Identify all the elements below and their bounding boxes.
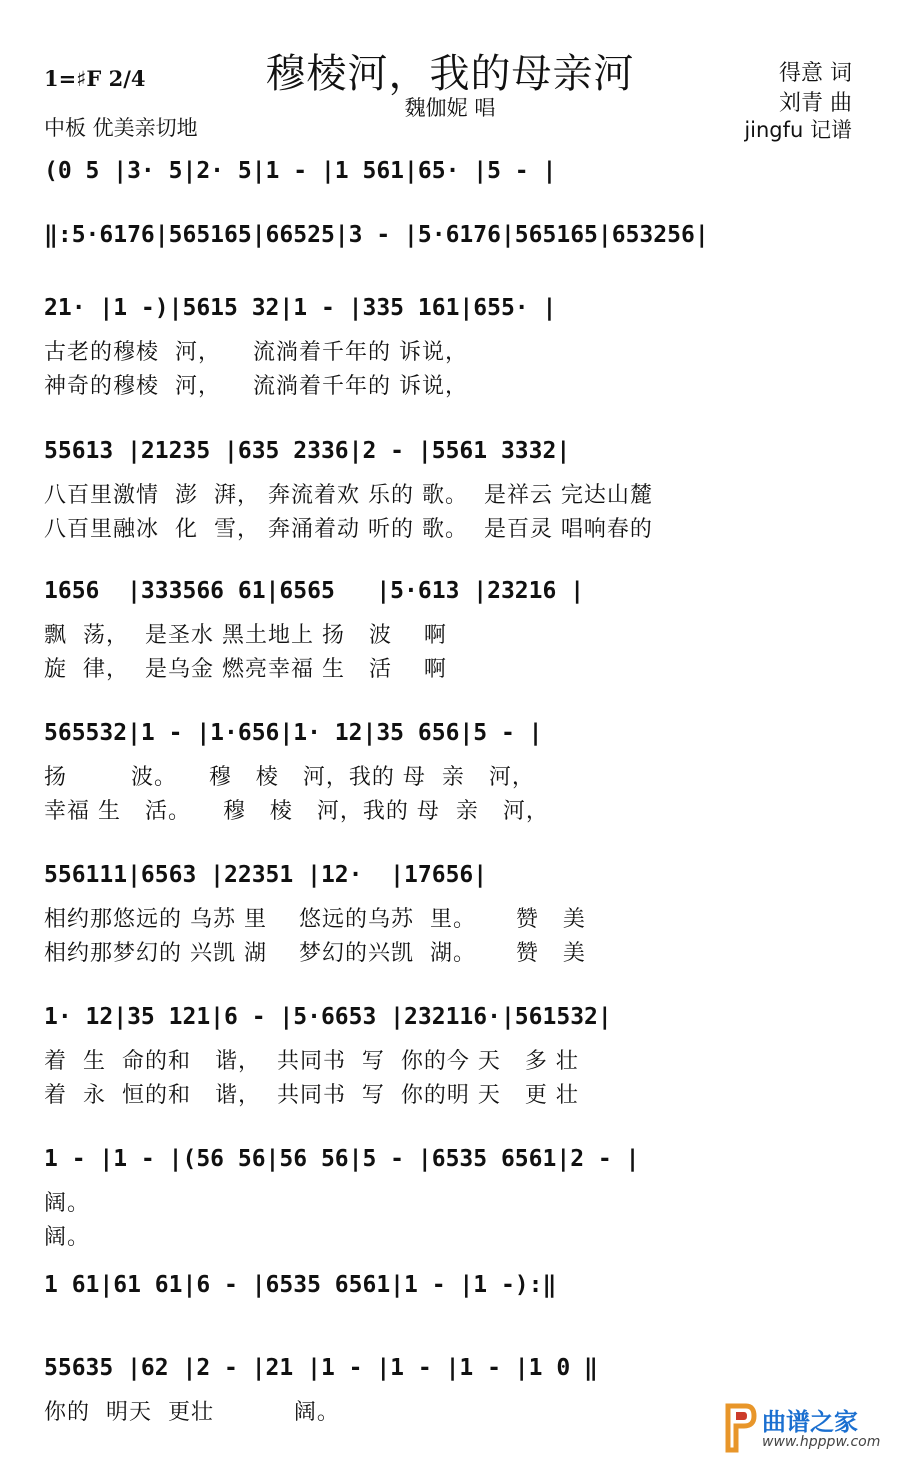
singer-credit: 魏伽妮 唱 — [404, 96, 496, 120]
lyric-line: 八百里融冰 化 雪， 奔涌着动 听的 歌。 是百灵 唱响春的 — [44, 517, 653, 542]
lyric-line: 古老的穆棱 河， 流淌着千年的 诉说， — [44, 340, 468, 365]
transcriber-credit: jingfu 记谱 — [744, 118, 852, 142]
lyric-line: 着 永 恒的和 谐， 共同书 写 你的明 天 更 壮 — [44, 1083, 579, 1108]
score-title: 穆棱河，我的母亲河 — [265, 51, 635, 97]
lyric-line: 神奇的穆棱 河， 流淌着千年的 诉说， — [44, 374, 468, 399]
notation-line: 21· |1 -)|5615 32|1 - |335 161|655· | — [44, 295, 557, 321]
lyric-line: 八百里激情 澎 湃， 奔流着欢 乐的 歌。 是祥云 完达山麓 — [44, 483, 653, 508]
notation-line: 55635 |62 |2 - |21 |1 - |1 - |1 - |1 0 ‖ — [44, 1355, 598, 1381]
lyric-line: 扬 波。 穆 棱 河，我的 母 亲 河， — [44, 765, 535, 790]
composer-credit: 刘青 曲 — [779, 91, 852, 116]
lyricist-credit: 得意 词 — [779, 61, 852, 86]
notation-line: 1· 12|35 121|6 - |5·6653 |232116·|561532| — [44, 1004, 612, 1030]
notation-line: 1 - |1 - |(56 56|56 56|5 - |6535 6561|2 - | — [44, 1146, 640, 1172]
notation-line: 55613 |21235 |635 2336|2 - |5561 3332| — [44, 438, 571, 464]
lyric-line: 相约那梦幻的 兴凯 湖 梦幻的兴凯 湖。 赞 美 — [44, 941, 586, 966]
lyric-line: 相约那悠远的 乌苏 里 悠远的乌苏 里。 赞 美 — [44, 907, 586, 932]
watermark-url: www.hpppw.com — [762, 1434, 881, 1450]
lyric-line: 旋 律， 是乌金 燃亮幸福 生 活 啊 — [44, 657, 447, 682]
site-watermark — [720, 1400, 890, 1460]
notation-line: ‖:5·6176|565165|66525|3 - |5·6176|565165|653256| — [44, 222, 709, 248]
lyric-line: 你的 明天 更壮 阔。 — [44, 1400, 340, 1425]
lyric-line: 幸福 生 活。 穆 棱 河，我的 母 亲 河， — [44, 799, 549, 824]
notation-line: 565532|1 - |1·656|1· 12|35 656|5 - | — [44, 720, 543, 746]
watermark-logo-icon — [720, 1400, 758, 1456]
key-signature: 1=♯F 2/4 — [44, 66, 146, 91]
lyric-line: 阔。 — [44, 1225, 91, 1250]
notation-line: (0 5 |3· 5|2· 5|1 - |1 561|65· |5 - | — [44, 158, 557, 184]
notation-line: 1 61|61 61|6 - |6535 6561|1 - |1 -):‖ — [44, 1272, 557, 1298]
notation-line: 1656 |333566 61|6565 |5·613 |23216 | — [44, 578, 585, 604]
lyric-line: 阔。 — [44, 1191, 91, 1216]
lyric-line: 着 生 命的和 谐， 共同书 写 你的今 天 多 壮 — [44, 1049, 579, 1074]
notation-line: 556111|6563 |22351 |12· |17656| — [44, 862, 488, 888]
watermark-text: 曲谱之家 — [762, 1408, 858, 1436]
lyric-line: 飘 荡， 是圣水 黑土地上 扬 波 啊 — [44, 623, 447, 648]
tempo-marking: 中板 优美亲切地 — [44, 116, 198, 140]
